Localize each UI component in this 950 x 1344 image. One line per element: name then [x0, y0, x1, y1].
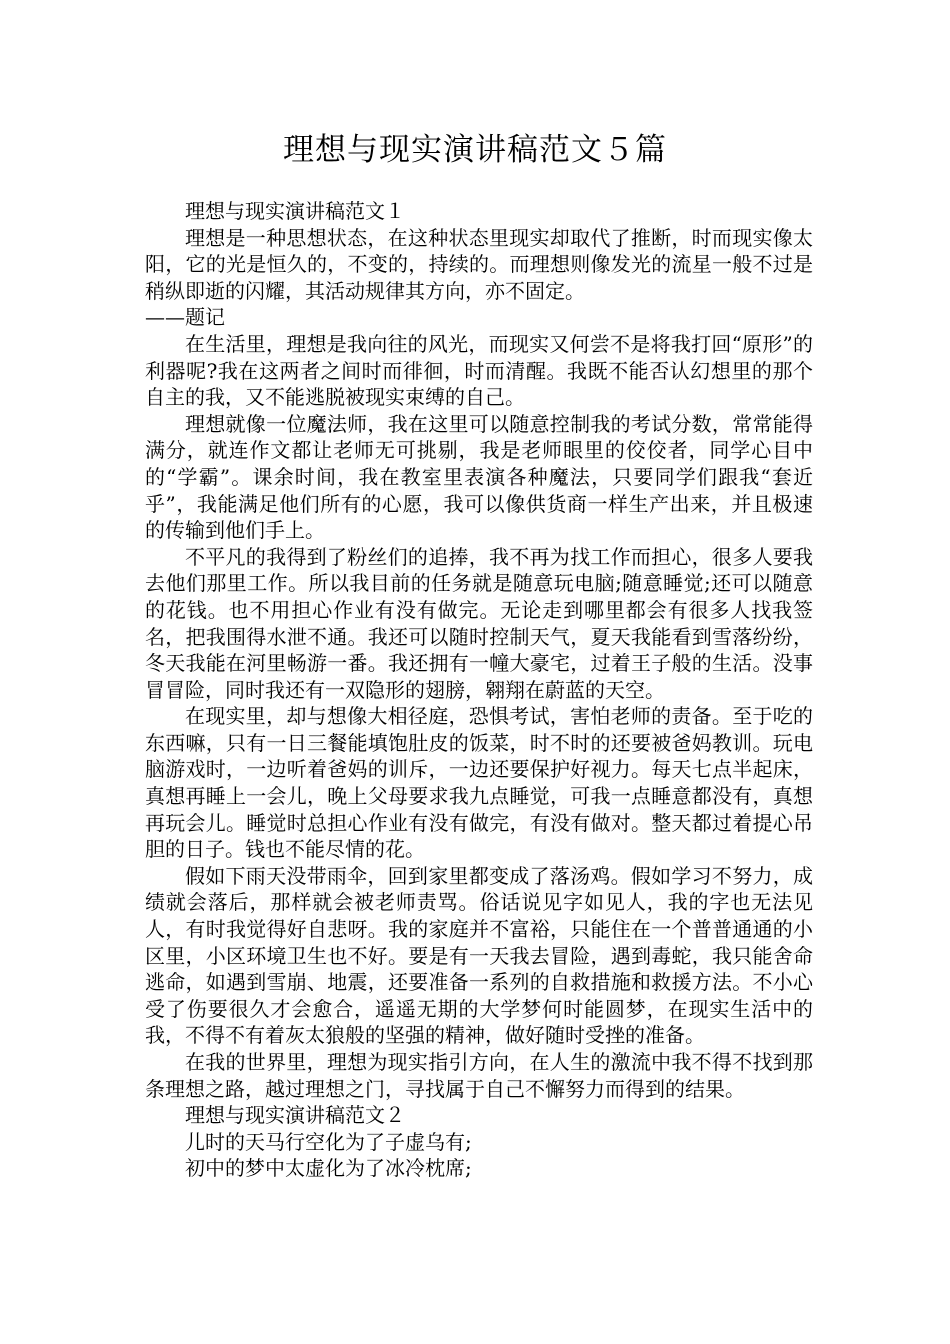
paragraph: 不平凡的我得到了粉丝们的追捧，我不再为找工作而担心，很多人要我去他们那里工作。所以我目前的任务就是随意玩电脑;随意睡觉;还可以随意的花钱。也不用担心作业有没有做完。无论走到哪里都会有很多人找我签名，把我围得水泄不通。我还可以随时控制天气，夏天我能看到雪落纷纷，冬天我能在河里畅游一番。我还拥有一幢大豪宅，过着王子般的生活。没事冒冒险，同时我还有一双隐形的翅膀，翱翔在蔚蓝的天空。	[145, 544, 813, 702]
paragraph-verse: 儿时的天马行空化为了子虚乌有;	[185, 1129, 472, 1154]
section-heading-1: 理想与现实演讲稿范文１	[185, 199, 405, 223]
section-heading-2: 理想与现实演讲稿范文２	[185, 1103, 405, 1128]
paragraph: 理想就像一位魔法师，我在这里可以随意控制我的考试分数，常常能得满分，就连作文都让老师无可挑剔，我是老师眼里的佼佼者，同学心目中的“学霸”。课余时间，我在教室里表演各种魔法，只要同学们跟我“套近乎”，我能满足他们所有的心愿，我可以像供货商一样生产出来，并且极速的传输到他们手上。	[145, 411, 813, 543]
page-title: 理想与现实演讲稿范文５篇	[283, 132, 667, 168]
paragraph-epigraph-attribution: ——题记	[145, 305, 225, 330]
document-body	[145, 198, 813, 1182]
paragraph-verse: 初中的梦中太虚化为了冰冷枕席;	[185, 1156, 472, 1181]
paragraph: 在现实里，却与想像大相径庭，恐惧考试，害怕老师的责备。至于吃的东西嘛，只有一日三餐能填饱肚皮的饭菜，时不时的还要被爸妈教训。玩电脑游戏时，一边听着爸妈的训斥，一边还要保护好视力。每天七点半起床，真想再睡上一会儿，晚上父母要求我九点睡觉，可我一点睡意都没有，真想再玩会儿。睡觉时总担心作业有没有做完，有没有做对。整天都过着提心吊胆的日子。钱也不能尽情的花。	[145, 704, 813, 862]
paragraph-epigraph: 理想是一种思想状态，在这种状态里现实却取代了推断，时而现实像太阳，它的光是恒久的，不变的，持续的。而理想则像发光的流星一般不过是稍纵即逝的闪耀，其活动规律其方向，亦不固定。	[145, 225, 813, 303]
paragraph: 在生活里，理想是我向往的风光，而现实又何尝不是将我打回“原形”的利器呢?我在这两者之间时而徘徊，时而清醒。我既不能否认幻想里的那个自主的我，又不能逃脱被现实束缚的自己。	[145, 331, 813, 410]
paragraph: 在我的世界里，理想为现实指引方向，在人生的激流中我不得不找到那条理想之路，越过理想之门，寻找属于自己不懈努力而得到的结果。	[145, 1050, 813, 1101]
paragraph: 假如下雨天没带雨伞，回到家里都变成了落汤鸡。假如学习不努力，成绩就会落后，那样就会被老师责骂。俗话说见字如见人，我的字也无法见人，有时我觉得好自悲呀。我的家庭并不富裕，只能住在一个普普通通的小区里，小区环境卫生也不好。要是有一天我去冒险，遇到毒蛇，我只能舍命逃命，如遇到雪崩、地震，还要准备一系列的自救措施和救援方法。不小心受了伤要很久才会愈合，遥遥无期的大学梦何时能圆梦，在现实生活中的我，不得不有着灰太狼般的坚强的精神，做好随时受挫的准备。	[145, 863, 813, 1048]
